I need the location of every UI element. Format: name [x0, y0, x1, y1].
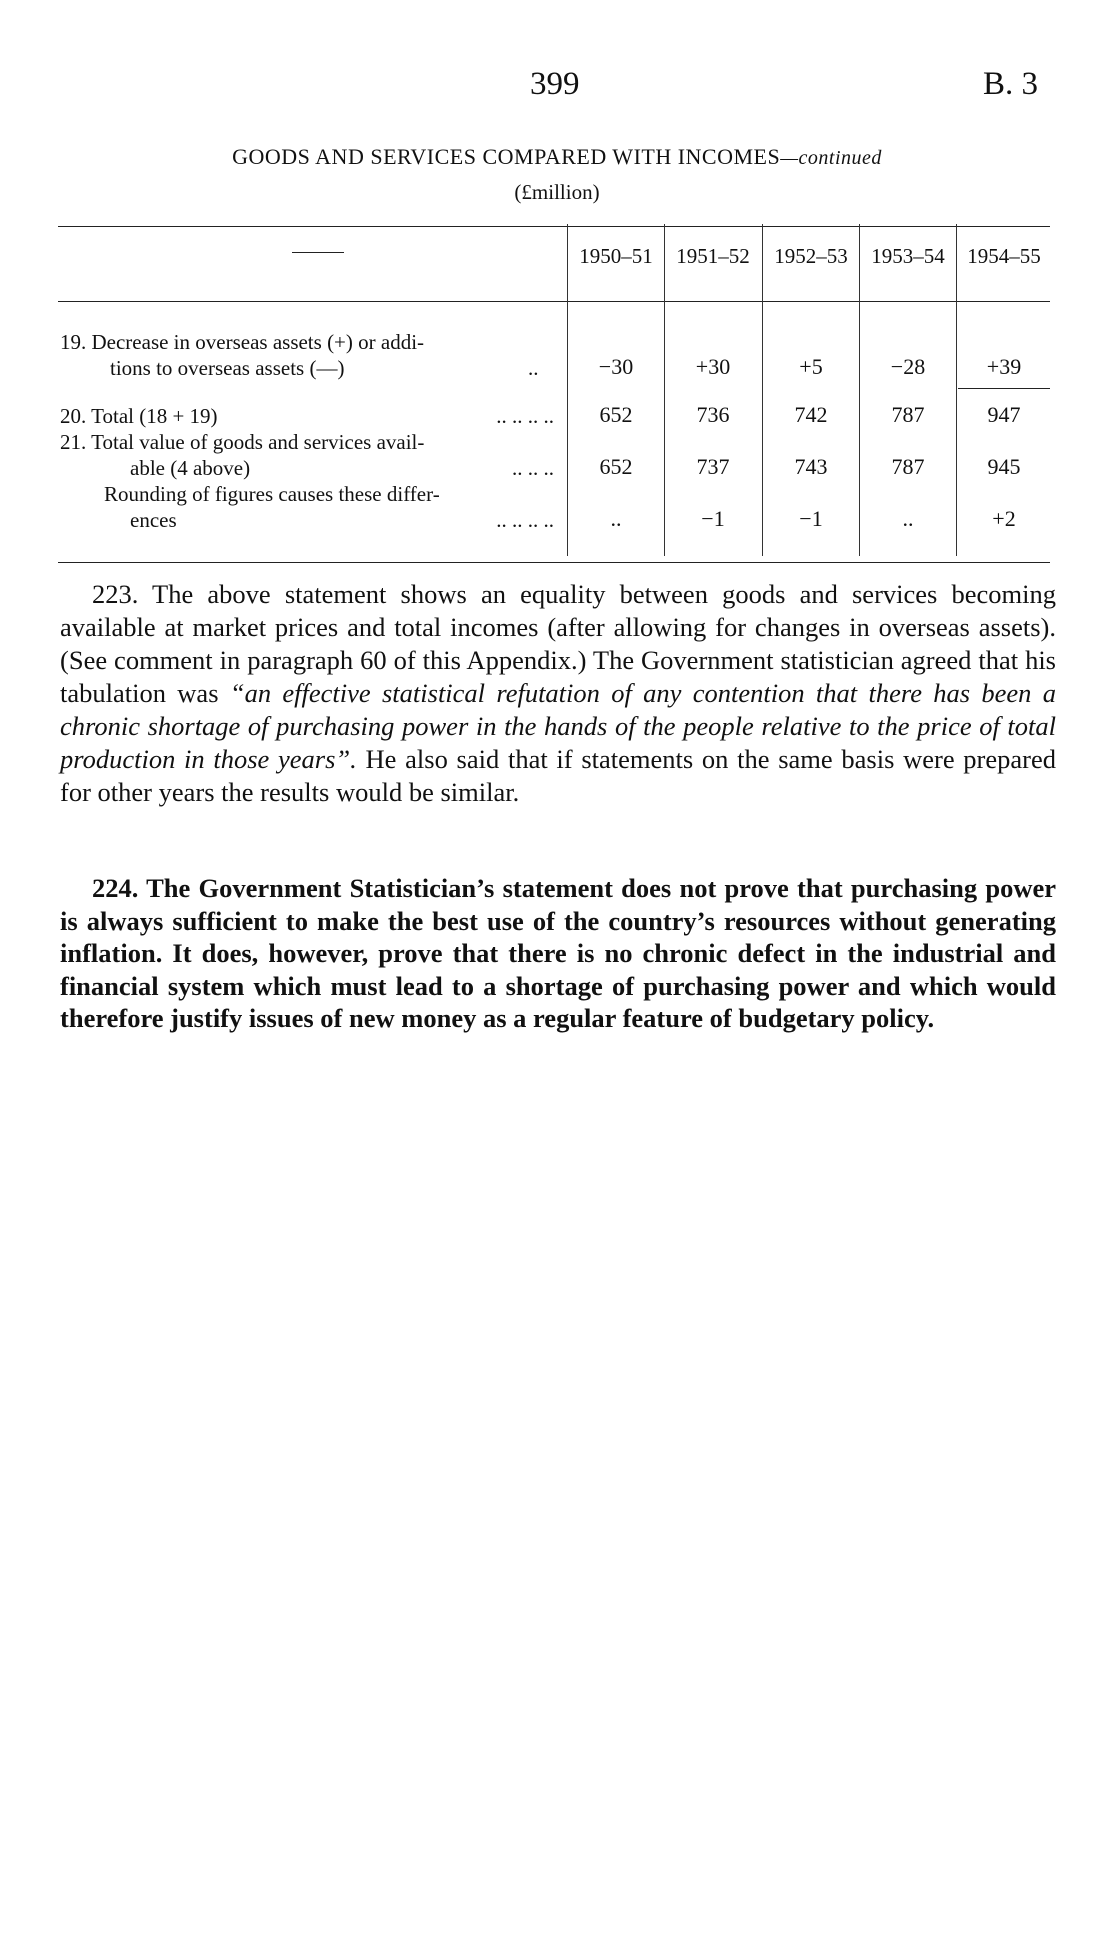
row-leader: .. .. .. ..: [496, 404, 554, 428]
table-cell: 787: [891, 402, 925, 427]
row-label: 20. Total (18 + 19): [60, 404, 218, 428]
paragraph-223: [60, 578, 1056, 809]
row-19-rule: [958, 388, 1050, 389]
row-label: 21. Total value of goods and services avail-: [60, 430, 425, 454]
paragraph-224: 224. The Government Statistician’s statement does not prove that purchasing power is always sufficient to make the best use of the country’s resources without generating inflation. It does, however, prove that there is no chronic defect in the industrial and financial system which must lead to a shortage of purchasing power and which would therefore justify issues of new money as a regular feature of budgetary policy.: [60, 873, 1056, 1033]
table-cell: +30: [695, 354, 731, 379]
table-cell: 652: [599, 402, 633, 427]
table-cell: ..: [902, 506, 914, 531]
column-header: 1950–51: [579, 244, 653, 268]
table-cell: ..: [610, 506, 622, 531]
table-cell: −30: [598, 354, 634, 379]
table-cell: −1: [701, 506, 725, 531]
column-header: 1952–53: [774, 244, 848, 268]
table-cell: 737: [696, 454, 730, 479]
table-cell: 787: [891, 454, 925, 479]
column-header: 1951–52: [676, 244, 750, 268]
table-cell: +2: [992, 506, 1016, 531]
row-label: able (4 above): [130, 456, 251, 480]
table-cell: −28: [890, 354, 926, 379]
table-title-text: GOODS AND SERVICES COMPARED WITH INCOMES: [232, 144, 781, 169]
paragraph-223-text: 223. The above statement shows an equality between goods and services becoming available at market prices and total incomes (after allowing for changes in overseas assets). (See comment in paragraph 60 of this Appendix.) The Government statistician agreed that his tabulation was: [60, 579, 1056, 708]
page-number: 399: [530, 66, 580, 102]
table-header-rule: [58, 301, 1050, 302]
table-cell: 736: [696, 402, 730, 427]
table-cell: 652: [599, 454, 633, 479]
table-top-rule: [58, 226, 1050, 227]
table-title: [0, 144, 1114, 170]
column-header: 1953–54: [871, 244, 945, 268]
table-unit: (£million): [514, 180, 600, 204]
table-cell: −1: [799, 506, 823, 531]
table-cell: 742: [794, 402, 828, 427]
column-header: 1954–55: [967, 244, 1041, 268]
table-cell: 947: [987, 402, 1021, 427]
section-reference: B. 3: [983, 66, 1039, 102]
row-label: ences: [130, 508, 177, 532]
table-bottom-rule: [58, 562, 1050, 563]
row-label: 19. Decrease in overseas assets (+) or addi-: [60, 330, 425, 354]
paragraph-223-text-end: He also said that if statements on the same basis were prepared for other years the results would be similar.: [60, 744, 1056, 807]
table-cell: 743: [794, 454, 828, 479]
table-title-suffix: —continued: [780, 147, 882, 169]
row-label: tions to overseas assets (—): [110, 356, 345, 380]
row-leader: ..: [528, 356, 539, 380]
paragraph-223-quote: “an effective statistical refutation of any contention that there has been a chronic shortage of purchasing power in the hands of the people relative to the price of total production in those years”.: [60, 678, 1057, 774]
table-cell: 945: [987, 454, 1021, 479]
table-cell: +39: [986, 354, 1022, 379]
row-leader: .. .. .. ..: [496, 508, 554, 532]
row-label: Rounding of figures causes these differ-: [104, 482, 440, 506]
row-leader: .. .. ..: [512, 456, 554, 480]
table-cell: +5: [799, 354, 823, 379]
header-dash: [292, 252, 344, 253]
